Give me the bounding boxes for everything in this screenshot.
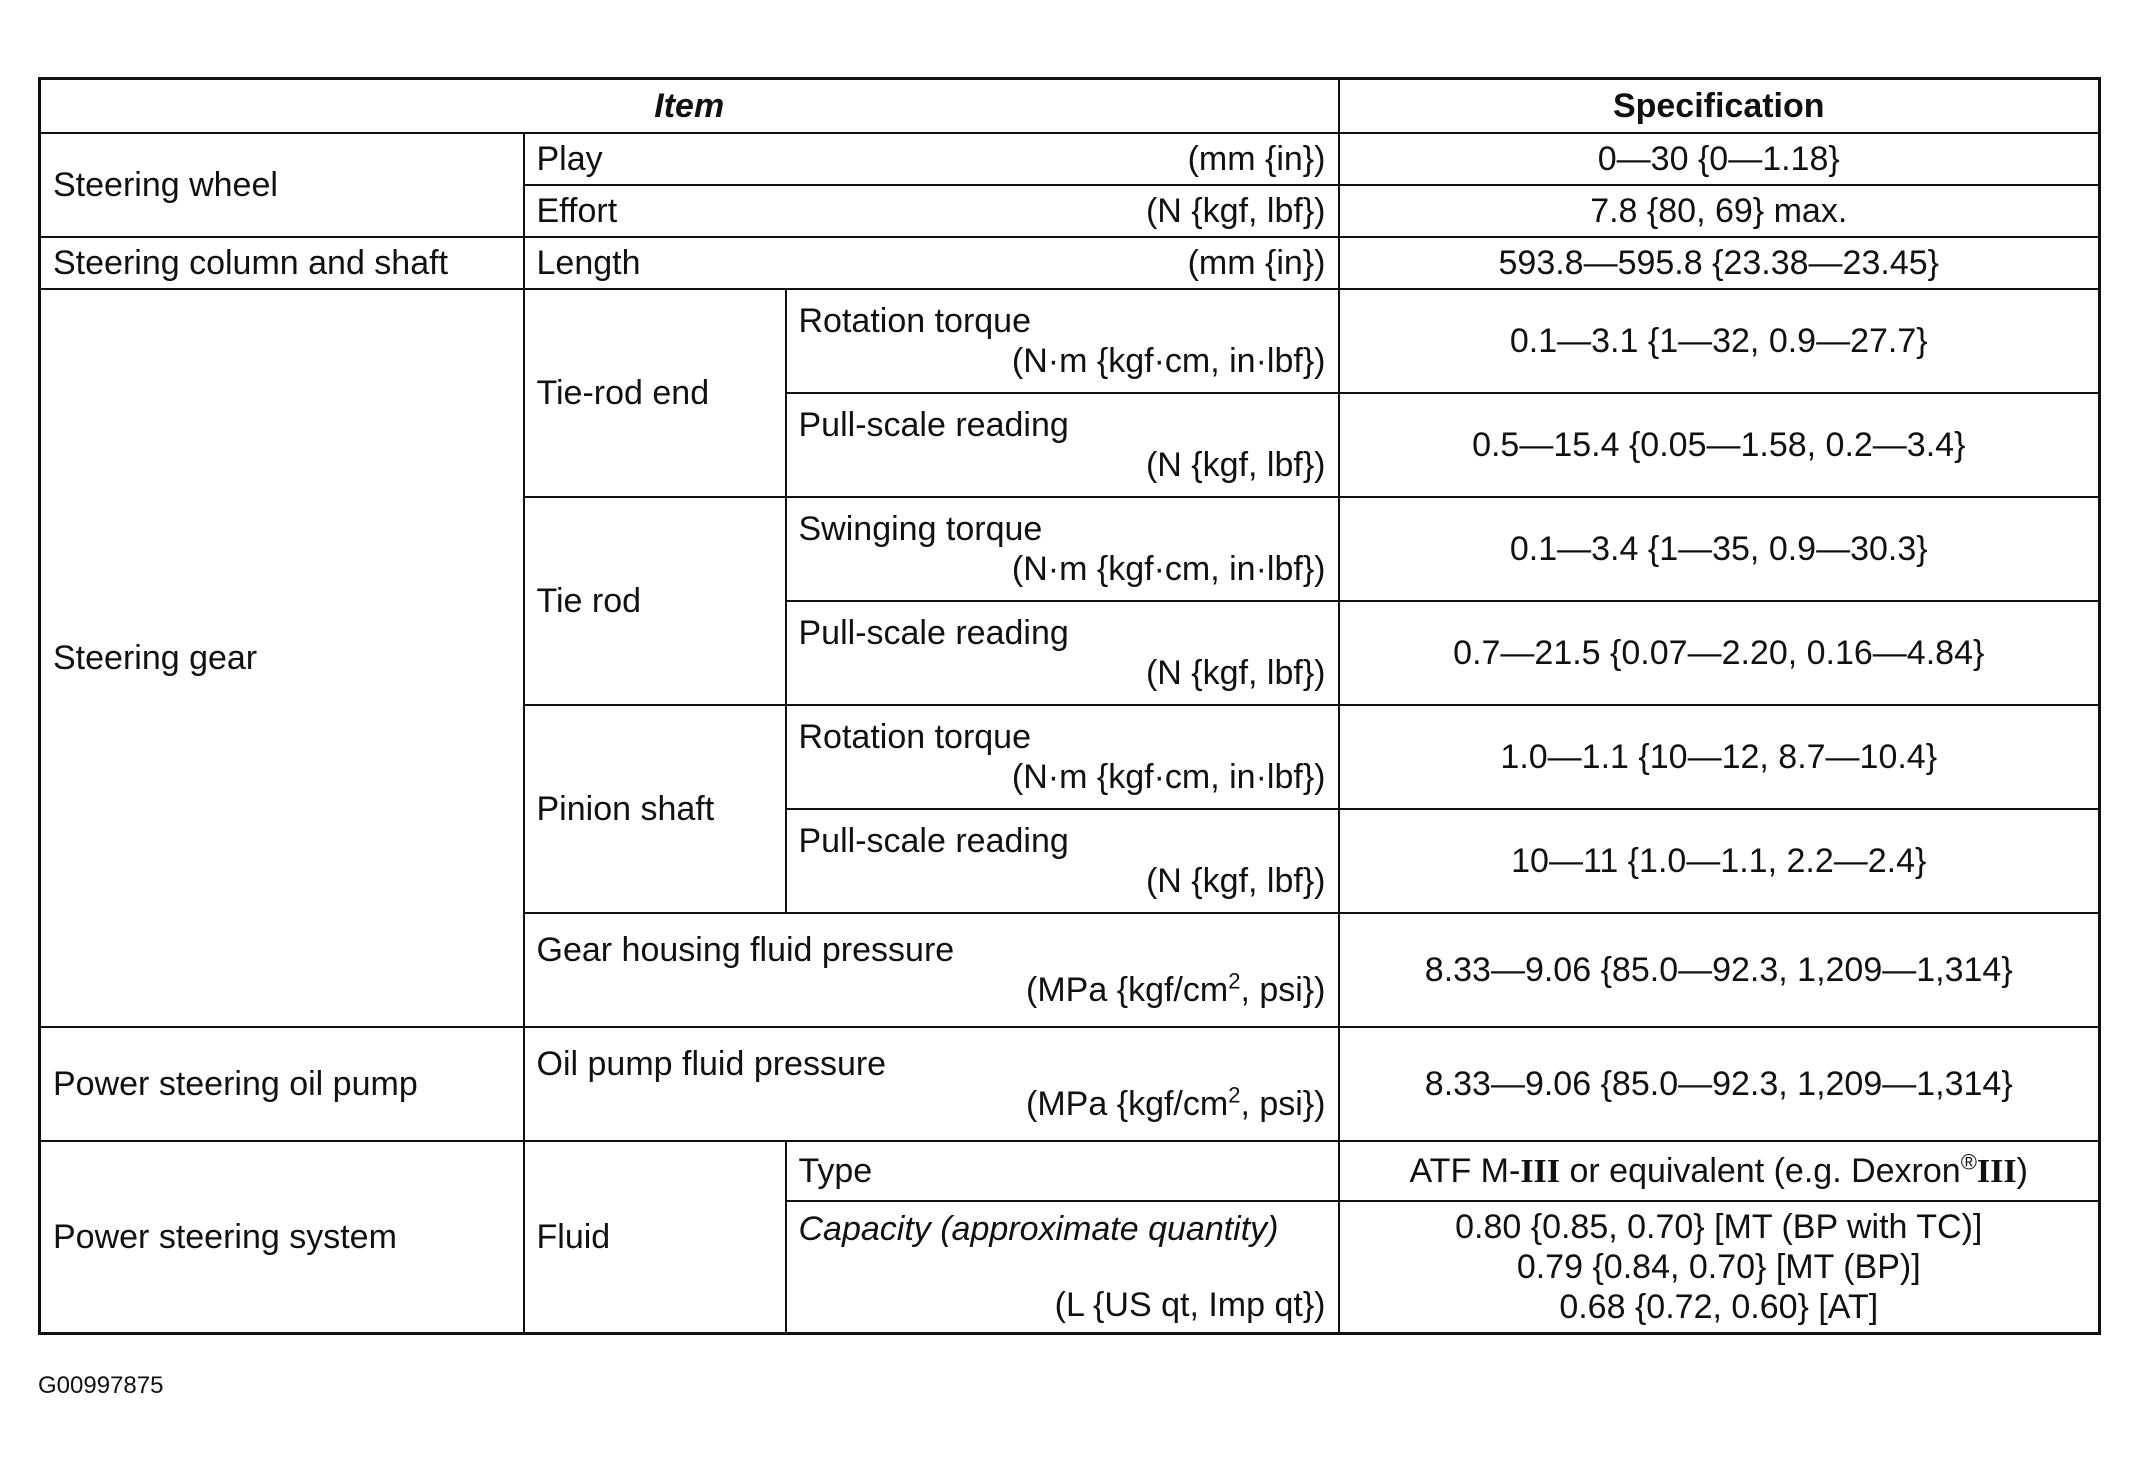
- type-spec: ATF M-III or equivalent (e.g. Dexron®III): [1339, 1141, 2100, 1201]
- tre-rotation-label: Rotation torque: [798, 302, 1031, 340]
- tie-rod-end-label: Tie-rod end: [524, 289, 786, 497]
- ps-pull-unit: (N {kgf, lbf}): [1145, 862, 1326, 900]
- ps-pull-spec: 10—11 {1.0—1.1, 2.2—2.4}: [1339, 809, 2100, 913]
- tr-swing-label: Swinging torque: [798, 510, 1043, 548]
- tr-pull-spec: 0.7—21.5 {0.07—2.20, 0.16—4.84}: [1339, 601, 2100, 705]
- figure-id: G00997875: [38, 1372, 164, 1399]
- effort-label: Effort: [536, 192, 618, 230]
- steering-gear-label: Steering gear: [40, 289, 524, 1027]
- capacity-cell: [786, 1201, 1339, 1333]
- tre-rotation-spec: 0.1—3.1 {1—32, 0.9—27.7}: [1339, 289, 2100, 393]
- specification-header: Specification: [1339, 79, 2100, 134]
- table-row: [40, 1141, 2100, 1201]
- capacity-line: 0.80 {0.85, 0.70} [MT (BP with TC)]: [1455, 1207, 1983, 1246]
- housing-cell: [524, 913, 1339, 1027]
- system-label: Power steering system: [40, 1141, 524, 1333]
- item-header: Item: [40, 79, 1339, 134]
- effort-cell: [524, 185, 1339, 237]
- tre-pull-unit: (N {kgf, lbf}): [1145, 446, 1326, 484]
- capacity-label: Capacity (approximate quantity): [798, 1209, 1279, 1248]
- effort-unit: (N {kgf, lbf}): [1145, 192, 1326, 230]
- capacity-line: 0.68 {0.72, 0.60} [AT]: [1559, 1287, 1879, 1326]
- pump-pressure-unit: (MPa {$kgf/cm^2$, psi}): [1026, 1082, 1326, 1123]
- specification-table: [38, 77, 2101, 1335]
- ps-rotation-label: Rotation torque: [798, 718, 1031, 756]
- table-row: [40, 237, 2100, 289]
- table-row: [40, 289, 2100, 393]
- length-spec: 593.8—595.8 {23.38—23.45}: [1339, 237, 2100, 289]
- ps-rotation-spec: 1.0—1.1 {10—12, 8.7—10.4}: [1339, 705, 2100, 809]
- pump-pressure-label: Oil pump fluid pressure: [536, 1045, 887, 1083]
- pump-pressure-spec: 8.33—9.06 {85.0—92.3, 1,209—1,314}: [1339, 1027, 2100, 1141]
- ps-rotation-cell: [786, 705, 1339, 809]
- tre-pull-cell: [786, 393, 1339, 497]
- fluid-label: Fluid: [524, 1141, 786, 1333]
- capacity-line: 0.79 {0.84, 0.70} [MT (BP)]: [1516, 1247, 1921, 1286]
- tre-pull-spec: 0.5—15.4 {0.05—1.58, 0.2—3.4}: [1339, 393, 2100, 497]
- housing-label: Gear housing fluid pressure: [536, 931, 955, 969]
- tre-rotation-cell: [786, 289, 1339, 393]
- pinion-shaft-label: Pinion shaft: [524, 705, 786, 913]
- tr-pull-label: Pull-scale reading: [798, 614, 1069, 652]
- ps-pull-label: Pull-scale reading: [798, 822, 1069, 860]
- tre-pull-label: Pull-scale reading: [798, 406, 1069, 444]
- pump-label: Power steering oil pump: [40, 1027, 524, 1141]
- tr-pull-cell: [786, 601, 1339, 705]
- type-label: Type: [786, 1141, 1339, 1201]
- play-spec: 0—30 {0—1.18}: [1339, 133, 2100, 185]
- play-label: Play: [536, 140, 603, 178]
- tr-swing-spec: 0.1—3.4 {1—35, 0.9—30.3}: [1339, 497, 2100, 601]
- pump-pressure-cell: [524, 1027, 1339, 1141]
- tre-rotation-unit: (N·m {kgf·cm, in·lbf}): [1011, 342, 1326, 380]
- capacity-unit: (L {US qt, Imp qt}): [1054, 1285, 1326, 1324]
- column-label: Steering column and shaft: [40, 237, 524, 289]
- housing-spec: 8.33—9.06 {85.0—92.3, 1,209—1,314}: [1339, 913, 2100, 1027]
- length-cell: [524, 237, 1339, 289]
- steering-wheel-label: Steering wheel: [40, 133, 524, 237]
- ps-pull-cell: [786, 809, 1339, 913]
- effort-spec: 7.8 {80, 69} max.: [1339, 185, 2100, 237]
- tr-swing-cell: [786, 497, 1339, 601]
- table-row: [40, 133, 2100, 185]
- ps-rotation-unit: (N·m {kgf·cm, in·lbf}): [1011, 758, 1326, 796]
- table-row: [40, 1027, 2100, 1141]
- length-label: Length: [536, 244, 641, 282]
- play-unit: (mm {in}): [1187, 140, 1326, 178]
- tie-rod-label: Tie rod: [524, 497, 786, 705]
- housing-unit: (MPa {$kgf/cm^2$, psi}): [1026, 968, 1326, 1009]
- play-cell: [524, 133, 1339, 185]
- tr-swing-unit: (N·m {kgf·cm, in·lbf}): [1011, 550, 1326, 588]
- capacity-spec: [1339, 1201, 2100, 1333]
- header-row: [40, 79, 2100, 134]
- length-unit: (mm {in}): [1187, 244, 1326, 282]
- tr-pull-unit: (N {kgf, lbf}): [1145, 654, 1326, 692]
